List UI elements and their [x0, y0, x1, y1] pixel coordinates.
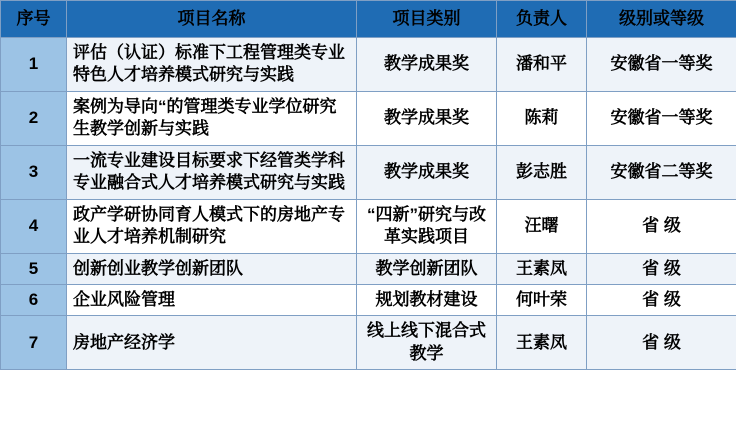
table-row — [1, 199, 736, 253]
table-row — [1, 284, 736, 315]
cell-seq: 3 — [1, 145, 67, 199]
table-row — [1, 145, 736, 199]
cell-seq: 6 — [1, 284, 67, 315]
cell-name: 一流专业建设目标要求下经管类学科专业融合式人才培养模式研究与实践 — [67, 145, 357, 199]
cell-owner: 彭志胜 — [497, 145, 587, 199]
cell-level: 省 级 — [587, 253, 736, 284]
column-header-type: 项目类别 — [357, 1, 497, 38]
column-header-seq: 序号 — [1, 1, 67, 38]
column-header-owner: 负责人 — [497, 1, 587, 38]
cell-type: 教学成果奖 — [357, 91, 497, 145]
cell-name: 评估（认证）标准下工程管理类专业特色人才培养模式研究与实践 — [67, 38, 357, 92]
column-header-level: 级别或等级 — [587, 1, 736, 38]
cell-level: 省 级 — [587, 199, 736, 253]
cell-owner: 何叶荣 — [497, 284, 587, 315]
cell-name: 企业风险管理 — [67, 284, 357, 315]
cell-owner: 汪曙 — [497, 199, 587, 253]
cell-seq: 5 — [1, 253, 67, 284]
cell-name: 政产学研协同育人模式下的房地产专业人才培养机制研究 — [67, 199, 357, 253]
cell-type: 规划教材建设 — [357, 284, 497, 315]
cell-name: 案例为导向“的管理类专业学位研究生教学创新与实践 — [67, 91, 357, 145]
cell-level: 安徽省二等奖 — [587, 145, 736, 199]
cell-owner: 王素凤 — [497, 253, 587, 284]
table-row — [1, 316, 736, 370]
cell-level: 安徽省一等奖 — [587, 91, 736, 145]
cell-owner: 潘和平 — [497, 38, 587, 92]
cell-name: 创新创业教学创新团队 — [67, 253, 357, 284]
cell-type: 线上线下混合式教学 — [357, 316, 497, 370]
table-header — [1, 1, 736, 38]
cell-type: 教学创新团队 — [357, 253, 497, 284]
cell-seq: 7 — [1, 316, 67, 370]
table-row — [1, 38, 736, 92]
header-row — [1, 1, 736, 38]
cell-level: 省 级 — [587, 316, 736, 370]
cell-level: 省 级 — [587, 284, 736, 315]
cell-seq: 2 — [1, 91, 67, 145]
cell-owner: 陈莉 — [497, 91, 587, 145]
cell-type: “四新”研究与改革实践项目 — [357, 199, 497, 253]
cell-name: 房地产经济学 — [67, 316, 357, 370]
cell-seq: 4 — [1, 199, 67, 253]
table-row — [1, 91, 736, 145]
cell-type: 教学成果奖 — [357, 38, 497, 92]
table-row — [1, 253, 736, 284]
cell-type: 教学成果奖 — [357, 145, 497, 199]
cell-seq: 1 — [1, 38, 67, 92]
cell-level: 安徽省一等奖 — [587, 38, 736, 92]
column-header-name: 项目名称 — [67, 1, 357, 38]
table-body — [1, 38, 736, 370]
cell-owner: 王素凤 — [497, 316, 587, 370]
